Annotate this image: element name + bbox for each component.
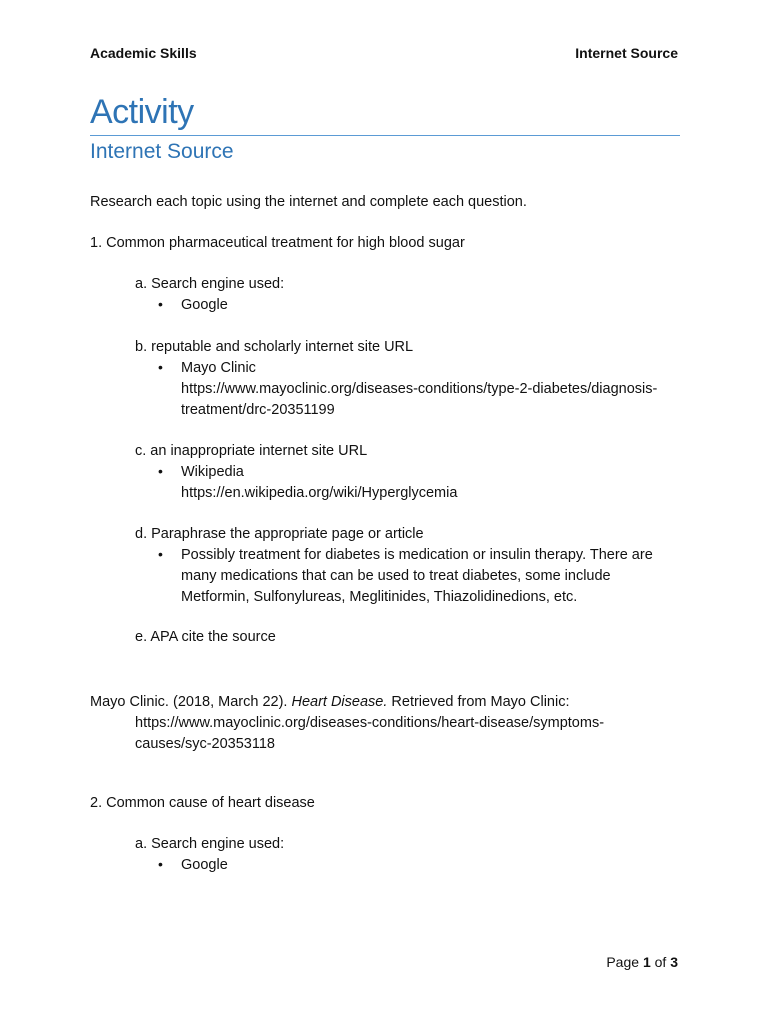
- q1-e-label: e. APA cite the source: [135, 629, 276, 645]
- bullet-icon: •: [158, 296, 163, 312]
- citation-url-line: https://www.mayoclinic.org/diseases-conditions/heart-disease/symptoms-: [135, 715, 605, 731]
- page-title: Activity: [90, 93, 194, 131]
- q1-b-answer-line: https://www.mayoclinic.org/diseases-conditions/type-2-diabetes/diagnosis-: [181, 381, 658, 397]
- q2-a-answer: Google: [181, 857, 228, 873]
- bullet-icon: •: [158, 546, 163, 562]
- citation-url-line: causes/syc-20353118: [135, 736, 275, 752]
- of-word: of: [654, 954, 667, 970]
- q1-d-answer-line: Metformin, Sulfonylureas, Meglitinides, Thiazolidinedions, etc.: [181, 589, 578, 605]
- q1-d-answer-line: many medications that can be used to treat diabetes, some include: [181, 568, 611, 584]
- q1-d-answer-line: Possibly treatment for diabetes is medication or insulin therapy. There are: [181, 547, 653, 563]
- apa-citation: [90, 692, 569, 713]
- page-word: Page: [606, 954, 640, 970]
- q1-c-answer-line: https://en.wikipedia.org/wiki/Hyperglycemia: [181, 485, 458, 501]
- page-number: [606, 954, 678, 970]
- citation-title: Heart Disease.: [291, 694, 388, 710]
- q1-a-answer: Google: [181, 297, 228, 313]
- title-divider: [90, 135, 680, 136]
- q1-b-answer-line: treatment/drc-20351199: [181, 402, 335, 418]
- q1-c-answer-line: Wikipedia: [181, 464, 244, 480]
- q2-a-label: a. Search engine used:: [135, 836, 285, 852]
- bullet-icon: •: [158, 856, 163, 872]
- citation-suffix: Retrieved from Mayo Clinic:: [387, 694, 570, 710]
- q1-b-label: b. reputable and scholarly internet site URL: [135, 339, 414, 355]
- page-subtitle: Internet Source: [90, 140, 234, 163]
- q1-d-label: d. Paraphrase the appropriate page or article: [135, 526, 424, 542]
- current-page: 1: [642, 954, 651, 970]
- q1-c-label: c. an inappropriate internet site URL: [135, 443, 368, 459]
- header-left: Academic Skills: [90, 45, 197, 61]
- total-pages: 3: [670, 954, 678, 970]
- bullet-icon: •: [158, 359, 163, 375]
- bullet-icon: •: [158, 463, 163, 479]
- question-1: 1. Common pharmaceutical treatment for high blood sugar: [90, 235, 465, 251]
- q1-a-label: a. Search engine used:: [135, 276, 285, 292]
- header-right: Internet Source: [575, 45, 678, 61]
- question-2: 2. Common cause of heart disease: [90, 795, 315, 811]
- citation-prefix: Mayo Clinic. (2018, March 22).: [90, 694, 292, 710]
- intro-text: Research each topic using the internet and complete each question.: [90, 194, 527, 210]
- q1-b-answer-line: Mayo Clinic: [181, 360, 256, 376]
